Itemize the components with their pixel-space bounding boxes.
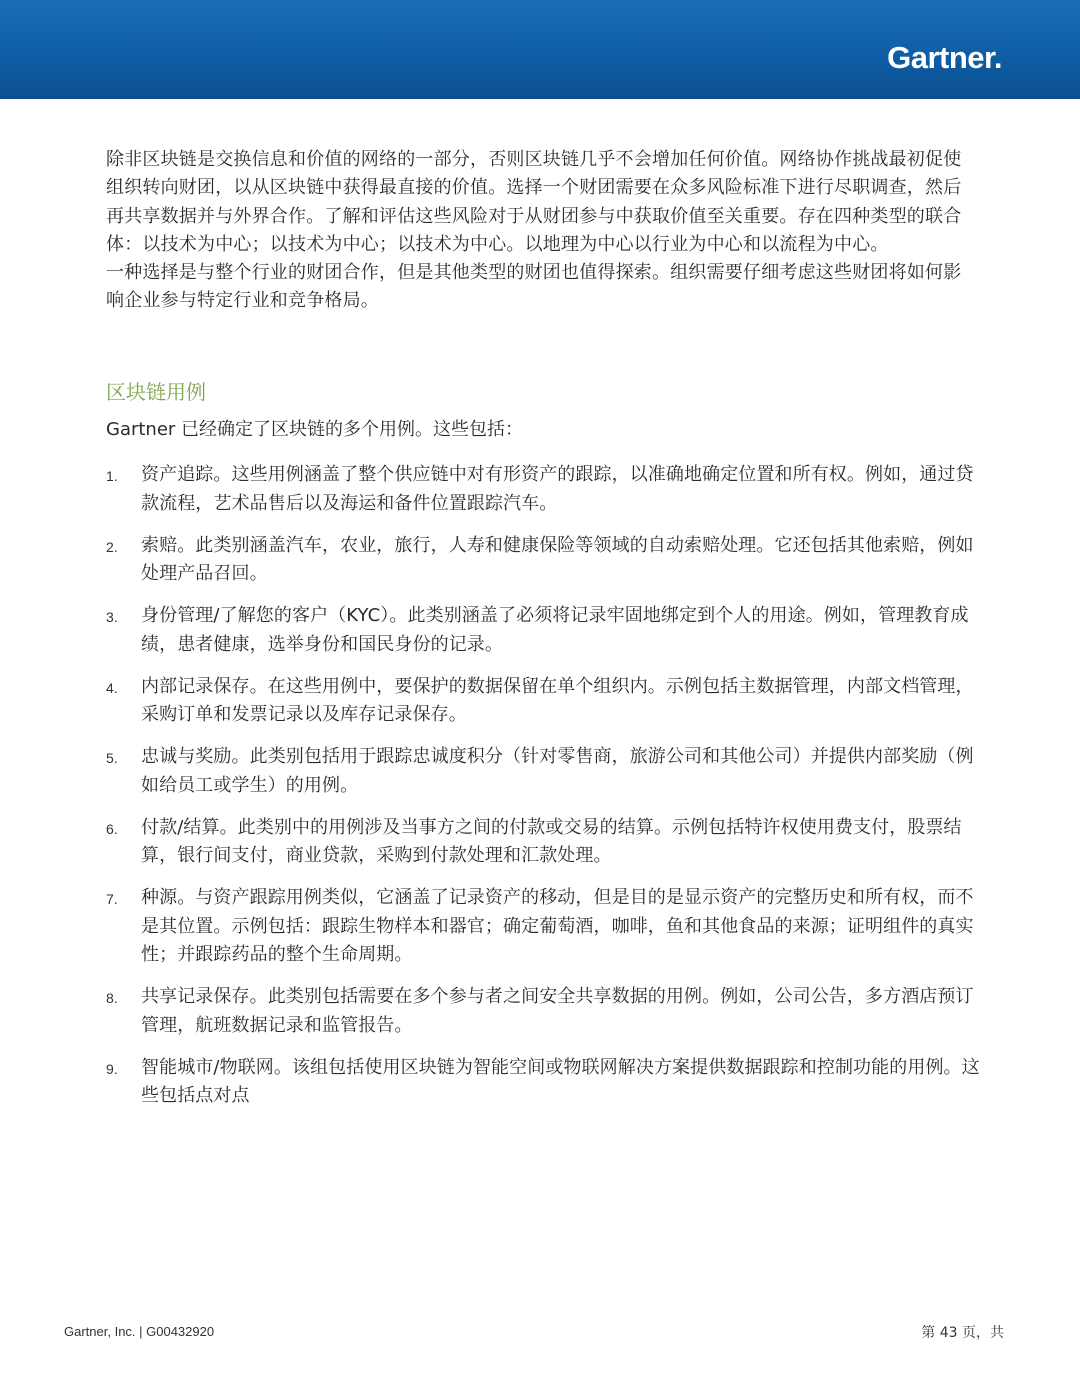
list-item [106, 884, 986, 970]
logo-text: Gartner [887, 40, 994, 75]
gartner-logo [887, 40, 1002, 76]
section-title: 区块链用例 [106, 380, 206, 404]
use-case-list [106, 461, 986, 1124]
list-text: 资产追踪。这些用例涵盖了整个供应链中对有形资产的跟踪，以准确地确定位置和所有权。例如，通过贷款流程，艺术品售后以及海运和备件位置跟踪汽车。 [141, 464, 974, 514]
list-text: 付款/结算。此类别中的用例涉及当事方之间的付款或交易的结算。示例包括特许权使用费支付，股票结算，银行间支付，商业贷款，采购到付款处理和汇款处理。 [141, 816, 962, 866]
header-band [0, 0, 1080, 99]
list-item [106, 1054, 986, 1111]
list-number: 1. [106, 468, 118, 484]
page-suffix: 页，共 [962, 1325, 1004, 1341]
list-number: 7. [106, 891, 118, 907]
body-text [106, 146, 976, 316]
footer-page-number [921, 1322, 1004, 1342]
section-intro: Gartner 已经确定了区块链的多个用例。这些包括： [106, 419, 524, 440]
page-prefix: 第 [921, 1325, 936, 1341]
list-text: 内部记录保存。在这些用例中，要保护的数据保留在单个组织内。示例包括主数据管理，内部文档管理，采购订单和发票记录以及库存记录保存。 [141, 675, 974, 725]
list-item [106, 532, 986, 589]
list-number: 8. [106, 990, 118, 1006]
list-item [106, 461, 986, 518]
list-number: 6. [106, 820, 118, 837]
list-text: 种源。与资产跟踪用例类似，它涵盖了记录资产的移动，但是目的是显示资产的完整历史和所有权，而不是其位置。示例包括：跟踪生物样本和器官；确定葡萄酒，咖啡，鱼和其他食品的来源；证明组件的真实性；并跟踪药品的整个生命周期。 [141, 887, 974, 965]
list-text: 共享记录保存。此类别包括需要在多个参与者之间安全共享数据的用例。例如，公司公告，多方酒店预订管理，航班数据记录和监管报告。 [141, 986, 974, 1036]
list-item [106, 814, 986, 871]
paragraph-consortium: 除非区块链是交换信息和价值的网络的一部分，否则区块链几乎不会增加任何价值。网络协作挑战最初促使组织转向财团，以从区块链中获得最直接的价值。选择一个财团需要在众多风险标准下进行尽职调查，然后再共享数据并与外界合作。了解和评估这些风险对于从财团参与中获取价值至关重要。存在四种类型的联合体：以技术为中心；以技术为中心；以技术为中心。以地理为中心以行业为中心和以流程为中心。 [106, 149, 962, 255]
list-text: 索赔。此类别涵盖汽车，农业，旅行，人寿和健康保险等领域的自动索赔处理。它还包括其他索赔，例如处理产品召回。 [141, 534, 974, 584]
list-number: 3. [106, 609, 118, 625]
list-item [106, 983, 986, 1040]
list-text: 身份管理/了解您的客户（KYC）。此类别涵盖了必须将记录牢固地绑定到个人的用途。例如，管理教育成绩，患者健康，选举身份和国民身份的记录。 [141, 605, 969, 655]
paragraph-industry: 一种选择是与整个行业的财团合作，但是其他类型的财团也值得探索。组织需要仔细考虑这些财团将如何影响企业参与特定行业和竞争格局。 [106, 262, 962, 312]
list-number: 4. [106, 679, 118, 696]
page-number: 43 [939, 1325, 958, 1341]
list-item [106, 602, 986, 659]
list-text: 忠诚与奖励。此类别包括用于跟踪忠诚度积分（针对零售商，旅游公司和其他公司）并提供内部奖励（例如给员工或学生）的用例。 [141, 746, 974, 796]
list-item [106, 673, 986, 730]
logo-dot: . [993, 40, 1002, 75]
list-text: 智能城市/物联网。该组包括使用区块链为智能空间或物联网解决方案提供数据跟踪和控制功能的用例。这些包括点对点 [141, 1056, 980, 1106]
list-item [106, 743, 986, 800]
list-number: 5. [106, 750, 118, 766]
list-number: 9. [106, 1060, 118, 1077]
list-number: 2. [106, 538, 118, 555]
footer-document-id: Gartner, Inc. | G00432920 [64, 1324, 215, 1339]
